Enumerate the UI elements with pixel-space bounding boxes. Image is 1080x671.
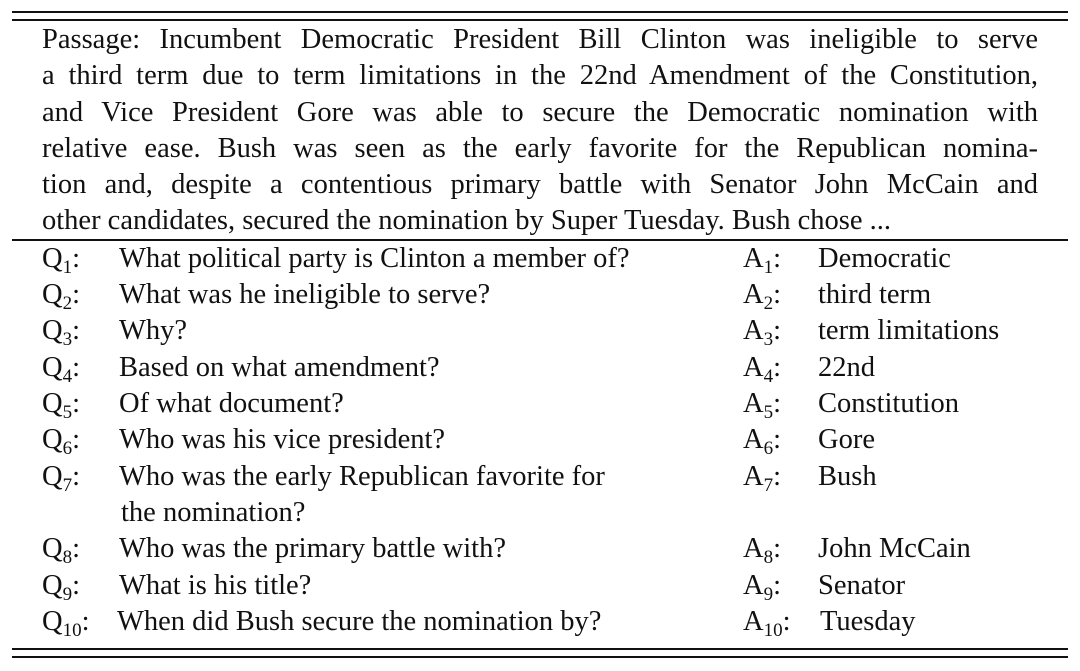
qa-row	[42, 386, 1042, 422]
answer-label: $A_4$:	[743, 352, 782, 387]
question-label: $Q_4$:	[42, 352, 81, 387]
answer-text: John McCain	[818, 533, 971, 564]
qa-row	[42, 531, 1042, 567]
answer-text: Bush	[818, 461, 877, 492]
passage-line: relative ease. Bush was seen as the early favorite for the Republican nomina-	[42, 132, 1038, 164]
qa-row	[42, 350, 1042, 386]
question-text: Who was the primary battle with?	[119, 533, 507, 564]
qa-row	[42, 459, 1042, 495]
answer-label: $A_9$:	[743, 570, 782, 605]
question-label: $Q_6$:	[42, 424, 81, 459]
passage-line: and Vice President Gore was able to secure the Democratic nomination with	[42, 96, 1038, 128]
qa-row	[42, 422, 1042, 458]
top-rule-inner	[12, 19, 1068, 21]
answer-text: Democratic	[818, 243, 951, 274]
question-label: $Q_8$:	[42, 533, 81, 568]
answer-label: $A_5$:	[743, 388, 782, 423]
question-text: Of what document?	[119, 388, 344, 419]
passage-line: a third term due to term limitations in the 22nd Amendment of the Constitution,	[42, 60, 1038, 92]
question-text: What was he ineligible to serve?	[119, 279, 491, 310]
top-rule-outer	[12, 11, 1068, 13]
question-text: What is his title?	[119, 570, 312, 601]
passage-line: other candidates, secured the nomination by Super Tuesday. Bush chose ...	[42, 205, 892, 237]
qa-row-continuation	[42, 495, 1042, 531]
answer-text: Senator	[818, 570, 906, 601]
bottom-rule-outer	[12, 656, 1068, 658]
answer-label: $A_8$:	[743, 533, 782, 568]
qa-row	[42, 241, 1042, 277]
question-text: Why?	[119, 315, 188, 346]
question-text: When did Bush secure the nomination by?	[117, 606, 602, 637]
answer-text: Constitution	[818, 388, 959, 419]
question-label: $Q_5$:	[42, 388, 81, 423]
qa-row	[42, 604, 1042, 640]
answer-label: $A_7$:	[743, 461, 782, 496]
answer-text: Gore	[818, 424, 875, 455]
qa-row	[42, 568, 1042, 604]
question-label: $Q_9$:	[42, 570, 81, 605]
passage-line: Passage: Incumbent Democratic President Bill Clinton was ineligible to serve	[42, 24, 1038, 55]
passage-line: tion and, despite a contentious primary battle with Senator John McCain and	[42, 169, 1038, 201]
qa-row	[42, 313, 1042, 349]
question-label: $Q_{10}$:	[42, 606, 90, 641]
question-text: Based on what amendment?	[119, 352, 440, 383]
question-label: $Q_1$:	[42, 243, 81, 278]
question-text-continued: the nomination?	[121, 497, 306, 528]
answer-text: 22nd	[818, 352, 875, 383]
answer-label: $A_3$:	[743, 315, 782, 350]
answer-text: term limitations	[818, 315, 1000, 346]
answer-text: third term	[818, 279, 932, 310]
question-label: $Q_2$:	[42, 279, 81, 314]
question-text: What political party is Clinton a member of?	[119, 243, 630, 274]
answer-label: $A_2$:	[743, 279, 782, 314]
answer-text: Tuesday	[820, 606, 916, 637]
answer-label: $A_{10}$:	[743, 606, 791, 641]
answer-label: $A_6$:	[743, 424, 782, 459]
passage-text	[42, 22, 1038, 240]
question-text: Who was the early Republican favorite for	[119, 461, 605, 492]
question-label: $Q_7$:	[42, 461, 81, 496]
bottom-rule-inner	[12, 648, 1068, 650]
question-label: $Q_3$:	[42, 315, 81, 350]
answer-label: $A_1$:	[743, 243, 782, 278]
question-text: Who was his vice president?	[119, 424, 446, 455]
qa-row	[42, 277, 1042, 313]
